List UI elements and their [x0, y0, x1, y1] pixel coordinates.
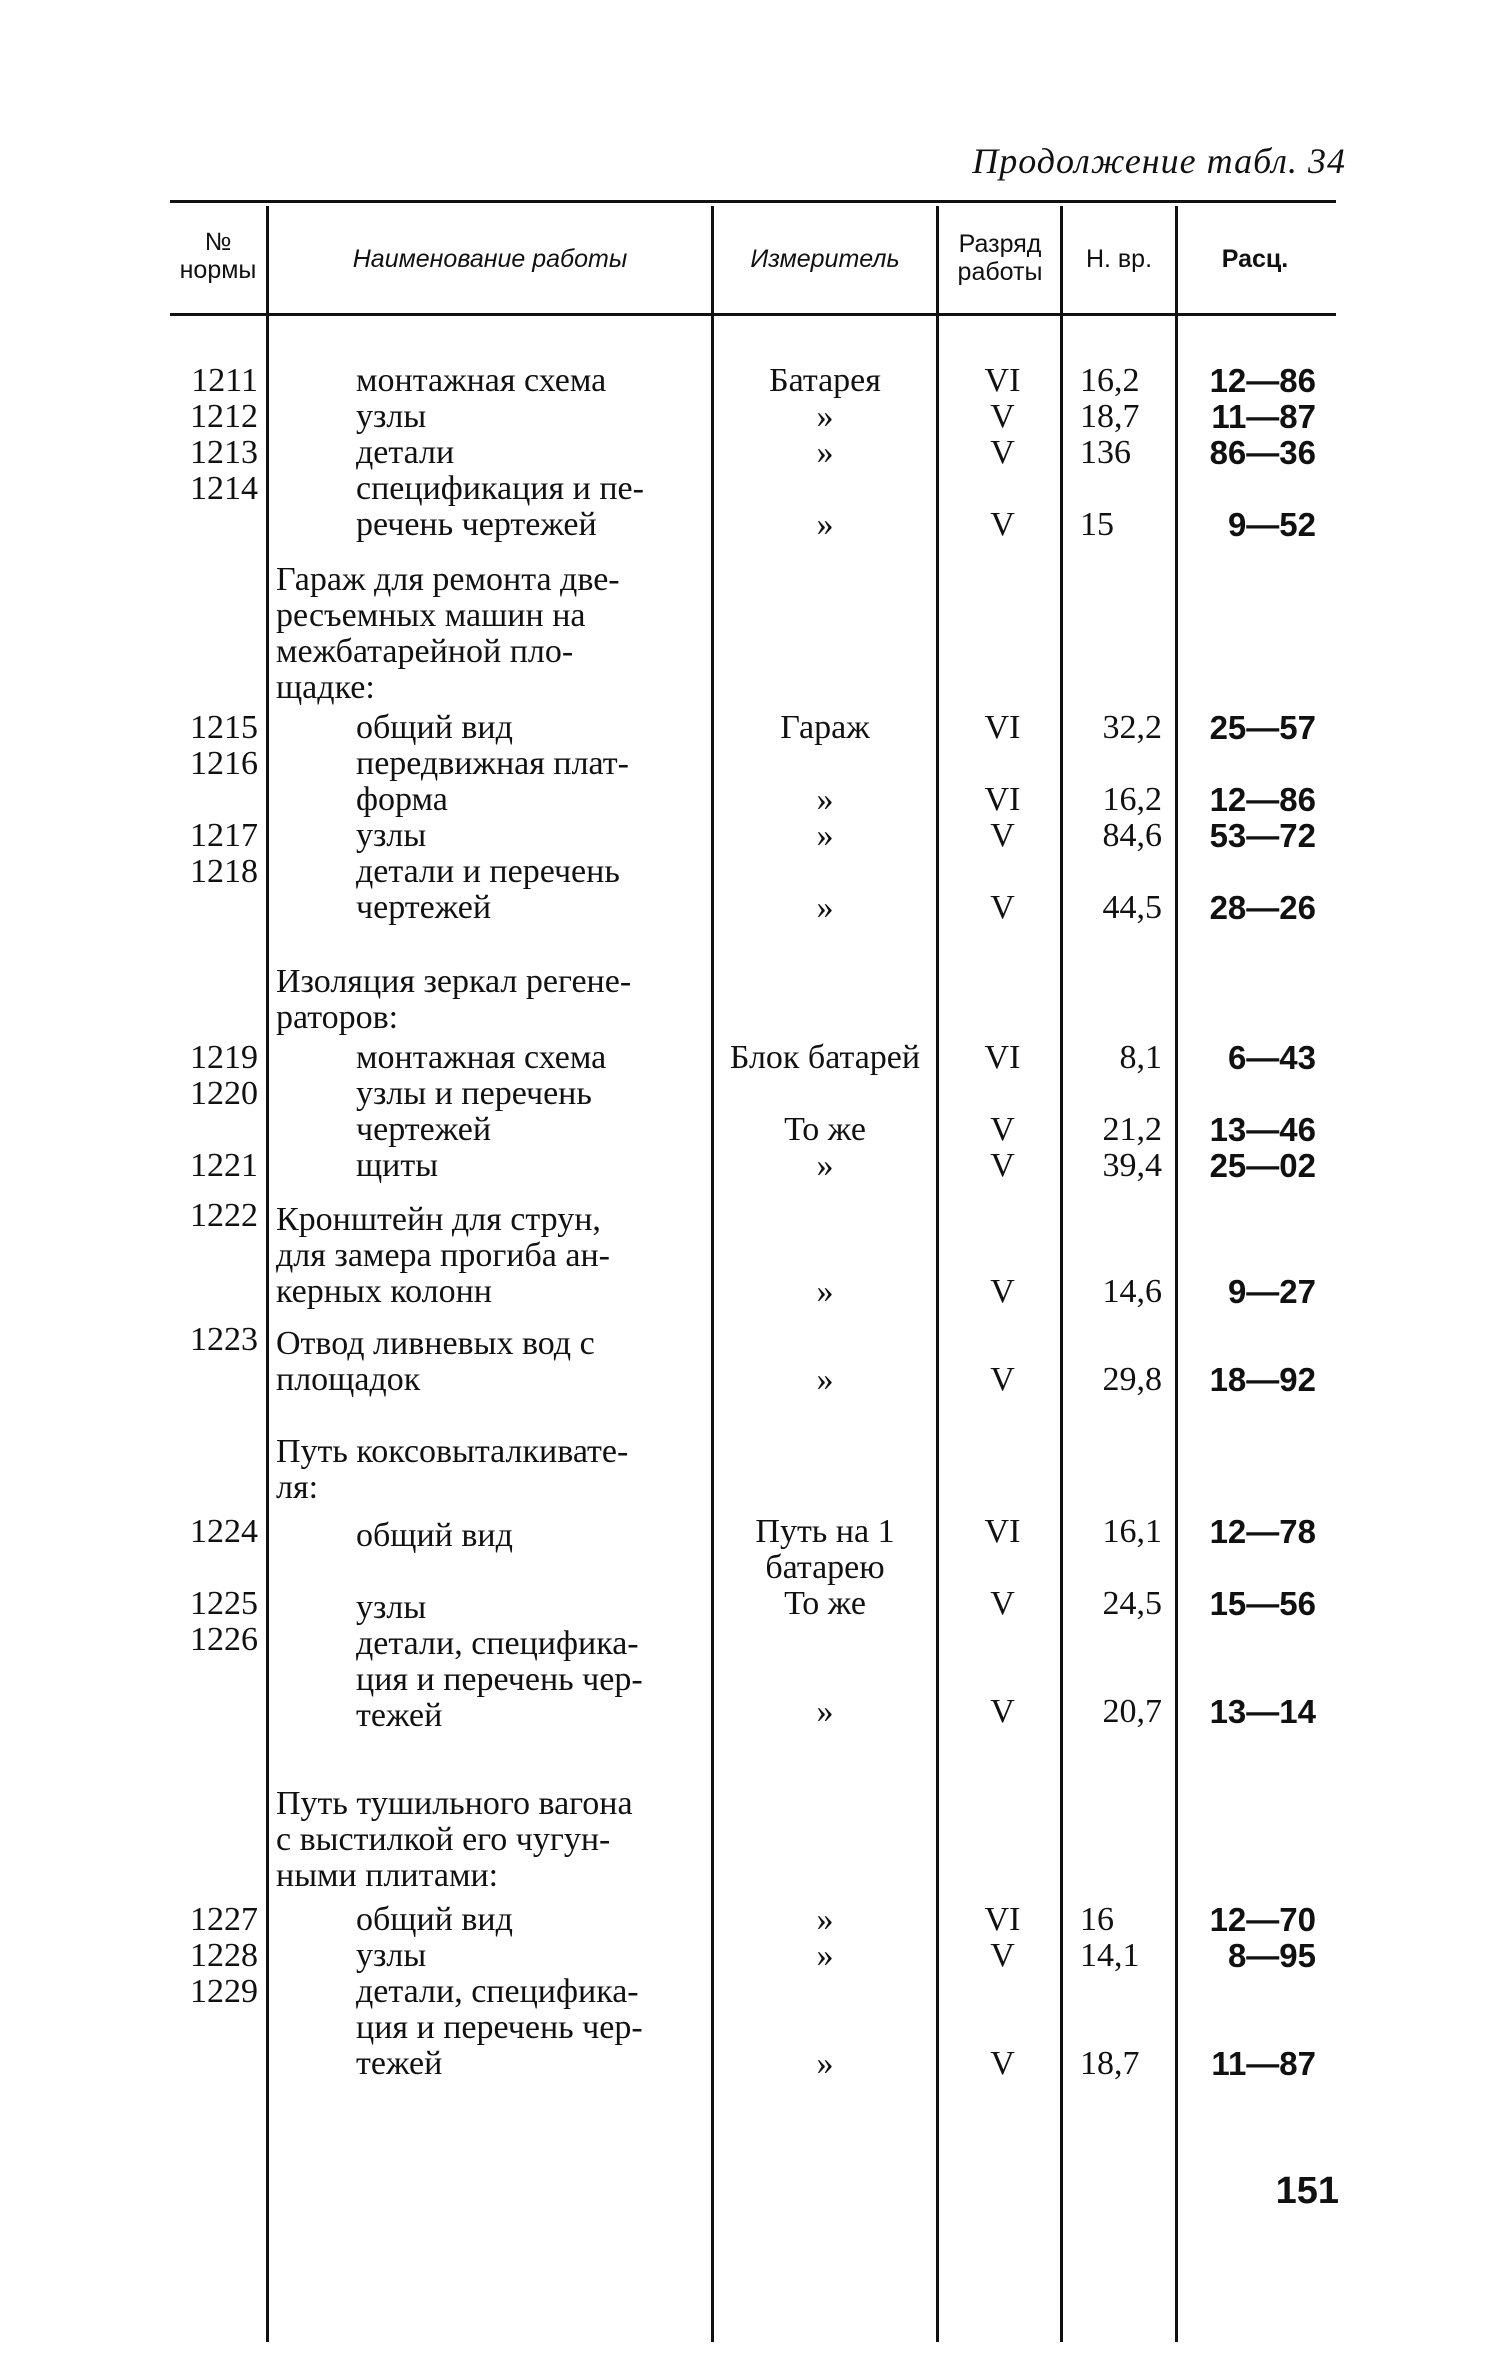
row-unit: »	[816, 434, 834, 471]
row-name: Кронштейн для струн, для замера прогиба ан- керных колонн	[276, 1201, 610, 1310]
column-divider	[711, 206, 714, 2342]
row-rate: 25—02	[1209, 1147, 1316, 1184]
row-grade: V	[990, 398, 1015, 435]
row-name: детали, специфика- ция и перечень чер- тежей	[356, 1625, 643, 1734]
row-time: 8,1	[1119, 1039, 1162, 1076]
row-grade: V	[990, 2045, 1015, 2082]
row-name: узлы	[356, 817, 427, 854]
row-time: 32,2	[1102, 709, 1162, 746]
row-time: 15	[1080, 506, 1114, 543]
row-time: 16,1	[1102, 1513, 1162, 1550]
row-time: 84,6	[1102, 817, 1162, 854]
row-num: 1227	[190, 1901, 258, 1938]
header-grade: Разряд работы	[957, 230, 1043, 286]
row-unit: »	[816, 1147, 834, 1184]
row-name: узлы и перечень чертежей	[356, 1075, 592, 1148]
row-rate: 28—26	[1209, 889, 1316, 926]
group-heading: Путь тушильного вагона с выстилкой его чугун- ными плитами:	[276, 1785, 633, 1894]
row-unit: »	[816, 889, 834, 926]
row-time: 16	[1080, 1901, 1114, 1938]
row-rate: 15—56	[1209, 1585, 1316, 1622]
row-unit: Гараж	[780, 709, 870, 746]
row-unit: »	[816, 1901, 834, 1938]
row-name: общий вид	[356, 709, 513, 746]
row-grade: VI	[984, 362, 1021, 399]
row-grade: V	[990, 1361, 1015, 1398]
row-num: 1223	[190, 1321, 258, 1358]
row-num: 1229	[190, 1973, 258, 2010]
header-name: Наименование работы	[352, 245, 628, 273]
header-num: № нормы	[179, 228, 257, 284]
row-unit: Блок батарей	[729, 1039, 921, 1076]
row-rate: 12—78	[1209, 1513, 1316, 1550]
row-num: 1222	[190, 1197, 258, 1234]
row-time: 14,6	[1102, 1273, 1162, 1310]
row-name: щиты	[356, 1147, 439, 1184]
row-name: узлы	[356, 398, 427, 435]
row-rate: 9—27	[1227, 1273, 1316, 1310]
group-heading: Гараж для ремонта две- ресъемных машин на межбатарейной пло- щадке:	[276, 561, 620, 706]
row-time: 20,7	[1102, 1693, 1162, 1730]
row-name: детали, специфика- ция и перечень чер- тежей	[356, 1973, 643, 2082]
row-name: монтажная схема	[356, 1039, 607, 1076]
row-name: узлы	[356, 1589, 427, 1626]
row-num: 1217	[190, 817, 258, 854]
row-unit: »	[816, 506, 834, 543]
row-num: 1216	[190, 745, 258, 782]
header-bottom-rule	[170, 313, 1336, 316]
row-rate: 11—87	[1211, 2045, 1316, 2082]
row-num: 1219	[190, 1039, 258, 1076]
row-rate: 9—52	[1227, 506, 1316, 543]
table-caption: Продолжение табл. 34	[972, 141, 1346, 181]
row-unit: »	[816, 1361, 834, 1398]
row-num: 1212	[190, 398, 258, 435]
row-unit: »	[816, 1273, 834, 1310]
row-unit: »	[816, 817, 834, 854]
row-time: 136	[1080, 434, 1131, 471]
row-name: Отвод ливневых вод с площадок	[276, 1325, 595, 1398]
row-time: 16,2	[1080, 362, 1140, 399]
row-rate: 25—57	[1209, 709, 1316, 746]
page-number: 151	[1275, 2170, 1339, 2212]
row-unit: Батарея	[769, 362, 881, 399]
row-grade: VI	[984, 709, 1021, 746]
header-rate: Расц.	[1221, 245, 1289, 273]
row-grade: VI	[984, 1039, 1021, 1076]
row-num: 1214	[190, 470, 258, 507]
row-grade: V	[990, 1585, 1015, 1622]
row-rate: 86—36	[1209, 434, 1316, 471]
row-num: 1224	[190, 1513, 258, 1550]
row-num: 1220	[190, 1075, 258, 1112]
row-grade: V	[990, 434, 1015, 471]
row-name: общий вид	[356, 1901, 513, 1938]
row-time: 39,4	[1102, 1147, 1162, 1184]
row-rate: 13—46	[1209, 1111, 1316, 1148]
row-time: 18,7	[1080, 2045, 1140, 2082]
row-num: 1213	[190, 434, 258, 471]
row-grade: V	[990, 1273, 1015, 1310]
row-name: передвижная плат- форма	[356, 745, 629, 818]
group-heading: Изоляция зеркал регене- раторов:	[276, 963, 632, 1036]
row-num: 1228	[190, 1937, 258, 1974]
row-rate: 12—86	[1209, 362, 1316, 399]
row-time: 18,7	[1080, 398, 1140, 435]
row-time: 29,8	[1102, 1361, 1162, 1398]
row-rate: 8—95	[1227, 1937, 1316, 1974]
row-grade: V	[990, 1111, 1015, 1148]
row-num: 1211	[191, 362, 258, 399]
row-time: 21,2	[1102, 1111, 1162, 1148]
row-rate: 13—14	[1209, 1693, 1316, 1730]
row-grade: V	[990, 1693, 1015, 1730]
row-name: общий вид	[356, 1517, 513, 1554]
row-grade: V	[990, 1147, 1015, 1184]
column-divider	[936, 206, 939, 2342]
row-rate: 18—92	[1209, 1361, 1316, 1398]
row-grade: V	[990, 817, 1015, 854]
row-name: детали	[356, 434, 455, 471]
row-unit: »	[816, 781, 834, 818]
row-grade: V	[990, 506, 1015, 543]
row-unit: »	[816, 2045, 834, 2082]
row-name: спецификация и пе- речень чертежей	[356, 470, 644, 543]
row-time: 44,5	[1102, 889, 1162, 926]
row-name: монтажная схема	[356, 362, 607, 399]
row-rate: 12—70	[1209, 1901, 1316, 1938]
header-time: Н. вр.	[1085, 245, 1153, 273]
row-unit: То же	[784, 1585, 866, 1622]
row-unit: То же	[784, 1111, 866, 1148]
row-unit: »	[816, 1937, 834, 1974]
header-unit: Измеритель	[750, 245, 900, 273]
row-time: 16,2	[1102, 781, 1162, 818]
row-name: узлы	[356, 1937, 427, 1974]
row-rate: 53—72	[1209, 817, 1316, 854]
row-num: 1215	[190, 709, 258, 746]
row-grade: VI	[984, 781, 1021, 818]
row-num: 1225	[190, 1585, 258, 1622]
row-unit: »	[816, 398, 834, 435]
row-num: 1221	[190, 1147, 258, 1184]
row-grade: V	[990, 889, 1015, 926]
row-time: 14,1	[1080, 1937, 1140, 1974]
row-grade: VI	[984, 1513, 1021, 1550]
table-top-rule	[170, 200, 1336, 203]
row-grade: V	[990, 1937, 1015, 1974]
row-unit: Путь на 1 батарею	[755, 1513, 895, 1586]
row-name: детали и перечень чертежей	[356, 853, 620, 926]
column-divider	[266, 206, 269, 2342]
row-rate: 12—86	[1209, 781, 1316, 818]
group-heading: Путь коксовыталкивате- ля:	[276, 1433, 629, 1506]
row-num: 1218	[190, 853, 258, 890]
row-rate: 11—87	[1211, 398, 1316, 435]
row-num: 1226	[190, 1621, 258, 1658]
row-time: 24,5	[1102, 1585, 1162, 1622]
row-unit: »	[816, 1693, 834, 1730]
row-grade: VI	[984, 1901, 1021, 1938]
row-rate: 6—43	[1227, 1039, 1316, 1076]
